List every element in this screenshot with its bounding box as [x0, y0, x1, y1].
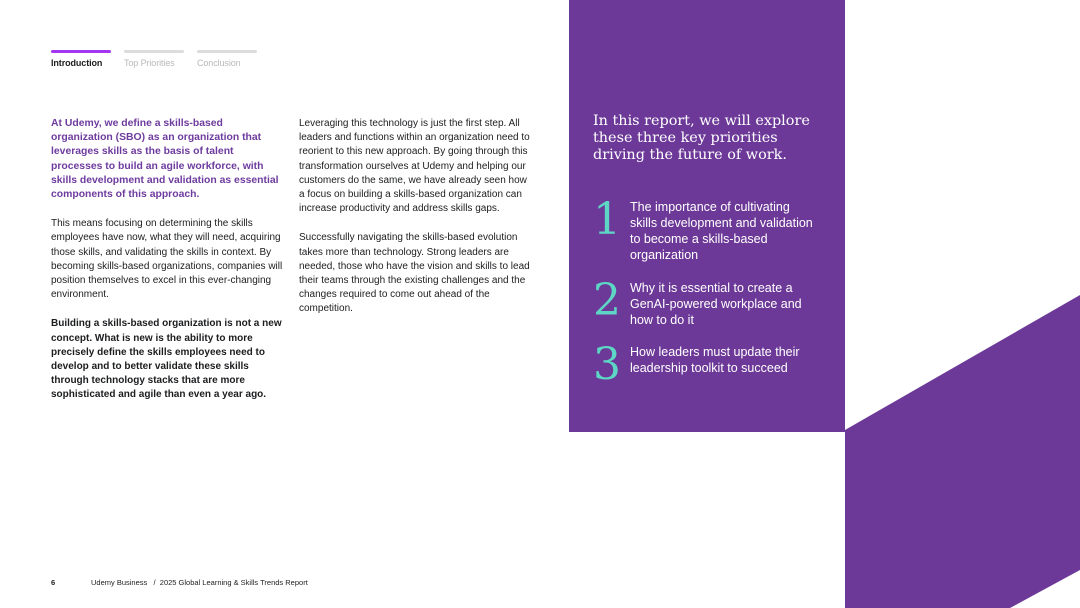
- priority-text: Why it is essential to create a GenAI-powered workplace and how to do it: [630, 281, 802, 327]
- priority-text: How leaders must update their leadership toolkit to succeed: [630, 345, 800, 375]
- text-column-left: [51, 117, 283, 418]
- body-paragraph: This means focusing on determining the skills employees have now, what they will need, acquiring those skills, and validating the skills in context. By becoming skills-based organizations, companies will position themselves to excel in this ever-changing environment.: [51, 218, 283, 301]
- deco-lower-block: [845, 430, 1080, 608]
- priority-item-1: [593, 194, 820, 263]
- bold-paragraph: Building a skills-based organization is not a new concept. What is new is the ability to more precisely define the skills employees need to develop and to better validate these skills through technology stacks that are more sophisticated and agile than even a year ago.: [51, 318, 282, 401]
- tab-indicator: [51, 50, 111, 53]
- lead-paragraph: At Udemy, we define a skills-based organization (SBO) as an organization that leverages skills as the basis of talent processes to build an agile workforce, with skills development and validation as essential components of this approach.: [51, 118, 279, 201]
- priority-number: 2: [593, 275, 621, 326]
- tab-label: Top Priorities: [124, 58, 175, 68]
- footer-brand: Udemy Business / 2025 Global Learning & Skills Trends Report: [91, 578, 308, 587]
- priorities-panel: [569, 0, 845, 432]
- tab-conclusion[interactable]: [197, 50, 257, 68]
- tab-label: Introduction: [51, 58, 103, 68]
- page-number: 6: [51, 578, 56, 587]
- tab-indicator: [197, 50, 257, 53]
- tab-indicator: [124, 50, 184, 53]
- priority-item-3: [593, 339, 820, 390]
- priority-item-2: [593, 275, 820, 328]
- tab-label: Conclusion: [197, 58, 241, 68]
- body-paragraph: Leveraging this technology is just the first step. All leaders and functions within an organization need to reorient to this new approach. By going through this transformation ourselves at Udemy and helping our customers do the same, we have already seen how a focus on building a skills-based organization can increase productivity and address skills gaps.: [299, 118, 530, 215]
- priority-number: 3: [593, 339, 621, 390]
- section-tabs: [51, 50, 257, 68]
- text-column-middle: [299, 117, 531, 332]
- priority-text: The importance of cultivating skills development and validation to become a skills-based organization: [630, 200, 813, 262]
- panel-heading: In this report, we will explore these three key priorities driving the future of work.: [593, 113, 810, 163]
- tab-introduction[interactable]: [51, 50, 111, 68]
- body-paragraph: Successfully navigating the skills-based evolution takes more than technology. Strong leaders are needed, those who have the vision and skills to lead their teams through the existing challenges and the changes required to come out ahead of the competition.: [299, 232, 530, 315]
- tab-top-priorities[interactable]: [124, 50, 184, 68]
- deco-upper-triangle: [845, 295, 1080, 430]
- priority-number: 1: [593, 194, 621, 245]
